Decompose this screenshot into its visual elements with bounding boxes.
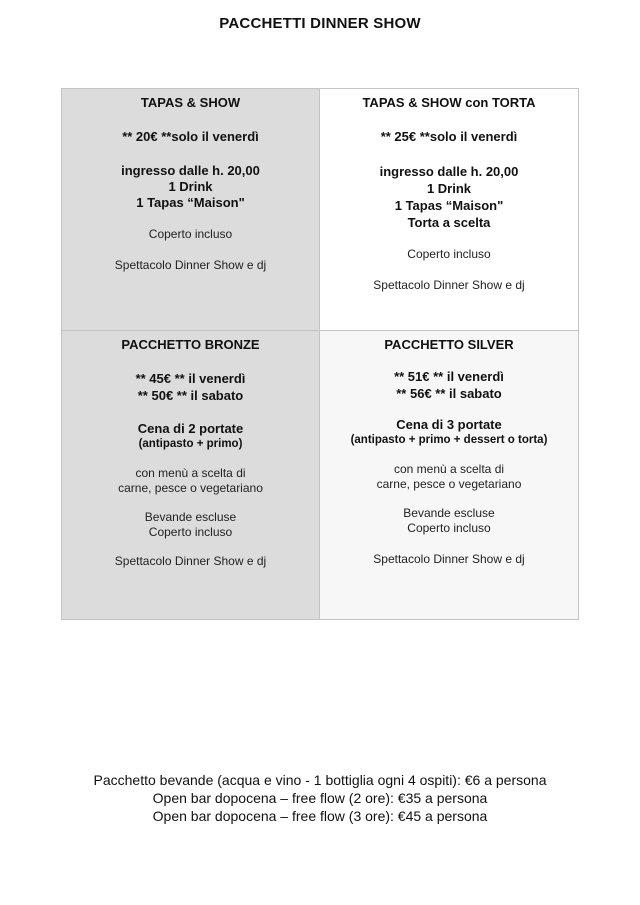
package-price: ** 20€ **solo il venerdì xyxy=(122,129,259,144)
package-tapas-show xyxy=(62,89,320,331)
include-item: Torta a scelta xyxy=(407,215,491,230)
package-name: TAPAS & SHOW xyxy=(140,95,241,110)
choice-line: con menù a scelta di xyxy=(393,462,505,476)
footer-line-openbar-2h: Open bar dopocena – free flow (2 ore): €35 a persona xyxy=(152,790,488,806)
note-show: Spettacolo Dinner Show e dj xyxy=(373,552,525,566)
footer-extras xyxy=(0,771,640,825)
menu-title: Cena di 2 portate xyxy=(137,421,244,436)
page-title: PACCHETTI DINNER SHOW xyxy=(219,15,421,32)
package-price-saturday: ** 56€ ** il sabato xyxy=(396,386,502,401)
note-show: Spettacolo Dinner Show e dj xyxy=(114,258,267,272)
menu-detail: (antipasto + primo + dessert o torta) xyxy=(350,434,548,446)
packages-grid xyxy=(61,88,579,620)
footer-line-openbar-3h: Open bar dopocena – free flow (3 ore): €45 a persona xyxy=(152,808,488,824)
extra-line: Bevande escluse xyxy=(403,506,495,520)
menu-detail: (antipasto + primo) xyxy=(138,438,243,450)
package-price: ** 25€ **solo il venerdì xyxy=(380,129,518,144)
include-item: 1 Drink xyxy=(426,181,472,196)
package-price-friday: ** 45€ ** il venerdì xyxy=(135,371,246,386)
note-show: Spettacolo Dinner Show e dj xyxy=(114,554,267,568)
footer-line-drinks: Pacchetto bevande (acqua e vino - 1 bottiglia ogni 4 ospiti): €6 a persona xyxy=(93,772,547,788)
package-name: PACCHETTO BRONZE xyxy=(121,337,260,352)
include-item: ingresso dalle h. 20,00 xyxy=(121,163,260,178)
choice-line: con menù a scelta di xyxy=(135,466,246,480)
extra-line: Coperto incluso xyxy=(148,525,233,539)
extra-line: Coperto incluso xyxy=(407,521,491,535)
package-name: PACCHETTO SILVER xyxy=(384,337,514,352)
include-item: ingresso dalle h. 20,00 xyxy=(379,164,519,179)
note-coperto: Coperto incluso xyxy=(148,227,233,241)
package-price-friday: ** 51€ ** il venerdì xyxy=(394,369,504,384)
package-price-saturday: ** 50€ ** il sabato xyxy=(137,388,244,403)
include-item: 1 Tapas “Maison" xyxy=(394,198,504,213)
choice-line: carne, pesce o vegetariano xyxy=(118,481,263,495)
package-silver xyxy=(320,331,578,619)
package-tapas-show-torta xyxy=(320,89,578,331)
choice-line: carne, pesce o vegetariano xyxy=(376,477,522,491)
menu-title: Cena di 3 portate xyxy=(396,417,502,432)
extra-line: Bevande escluse xyxy=(144,510,237,524)
note-show: Spettacolo Dinner Show e dj xyxy=(373,278,525,292)
package-bronze xyxy=(62,331,320,619)
package-name: TAPAS & SHOW con TORTA xyxy=(362,95,536,110)
include-item: 1 Tapas “Maison" xyxy=(136,195,245,210)
include-item: 1 Drink xyxy=(168,179,213,194)
note-coperto: Coperto incluso xyxy=(407,247,491,261)
